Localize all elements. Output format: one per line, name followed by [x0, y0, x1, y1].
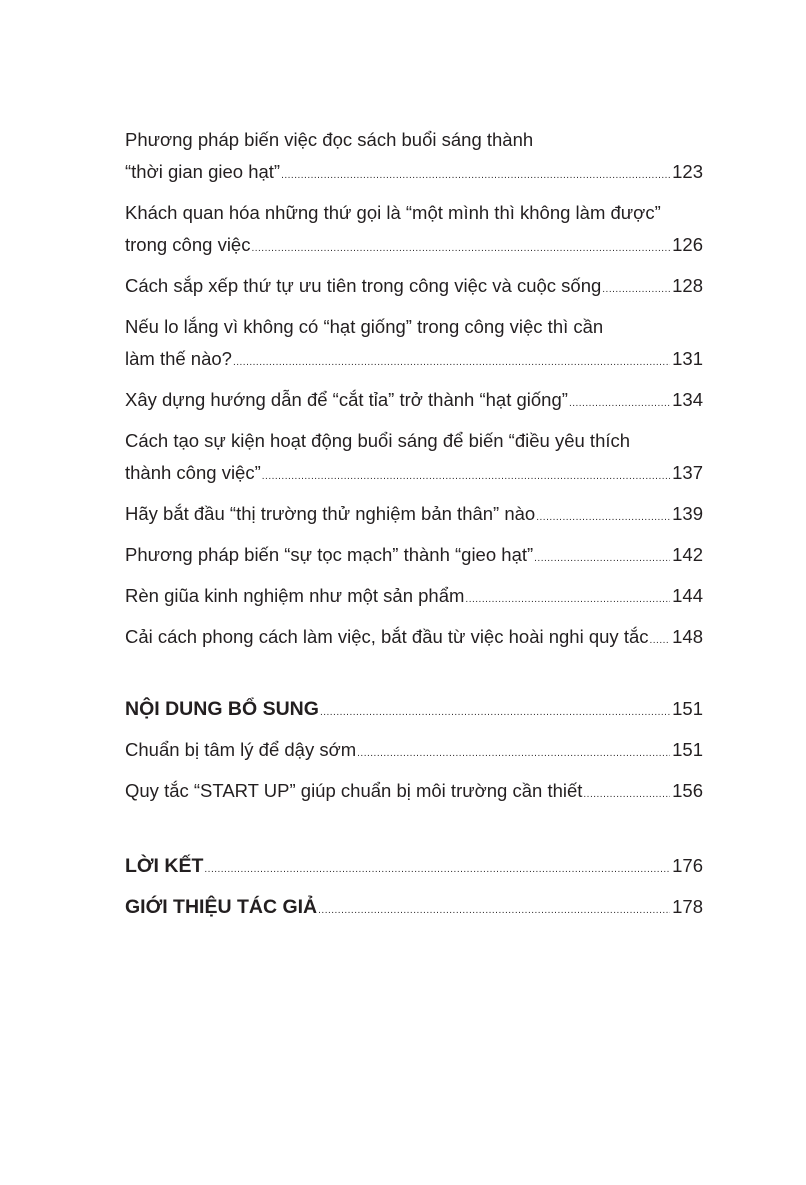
- toc-entry[interactable]: [125, 425, 703, 489]
- toc-entry-page: 148: [672, 626, 703, 647]
- toc-section-heading[interactable]: [125, 693, 703, 725]
- dot-leader: [650, 635, 671, 647]
- toc-entry-title-line1: Cách tạo sự kiện hoạt động buổi sáng để biến “điều yêu thích: [125, 430, 631, 451]
- dot-leader: [536, 512, 670, 524]
- toc-entry[interactable]: [125, 197, 703, 261]
- toc-entry-page: 139: [672, 503, 703, 524]
- toc-entry-page: 151: [672, 698, 703, 719]
- toc-entry-leader-line: [125, 229, 703, 261]
- toc-entry-leader-line: [125, 775, 703, 807]
- dot-leader: [318, 905, 670, 917]
- toc-entry-leader-line: [125, 621, 703, 653]
- dot-leader: [251, 243, 670, 255]
- dot-leader: [320, 707, 670, 719]
- toc-entry-title: Phương pháp biến “sự tọc mạch” thành “gieo hạt”: [125, 544, 534, 565]
- toc-entry-leader-line: [125, 891, 703, 923]
- closing-section: [125, 850, 703, 923]
- toc-entry-title-line1: Khách quan hóa những thứ gọi là “một mình thì không làm được”: [125, 202, 661, 223]
- dot-leader: [569, 398, 670, 410]
- toc-entry[interactable]: [125, 498, 703, 530]
- dot-leader: [281, 170, 670, 182]
- toc-entry-leader-line: [125, 156, 703, 188]
- toc-entry-title: “thời gian gieo hạt”: [125, 161, 281, 182]
- toc-entry-page: 134: [672, 389, 703, 410]
- toc-entry-leader-line: [125, 457, 703, 489]
- toc-entry-leader-line: [125, 539, 703, 571]
- toc-entry-leader-line: [125, 734, 703, 766]
- dot-leader: [583, 789, 670, 801]
- toc-entry-title: Xây dựng hướng dẫn để “cắt tỉa” trở thành “hạt giống”: [125, 389, 568, 410]
- dot-leader: [357, 748, 670, 760]
- dot-leader: [465, 594, 670, 606]
- dot-leader: [233, 357, 670, 369]
- supplement-section: [125, 693, 703, 807]
- toc-entry[interactable]: [125, 384, 703, 416]
- toc-entry-leader-line: [125, 850, 703, 882]
- dot-leader: [534, 553, 670, 565]
- toc-entry-page: 156: [672, 780, 703, 801]
- toc-entry-page: 123: [672, 161, 703, 182]
- toc-entry-leader-line: [125, 343, 703, 375]
- toc-entry-page: 137: [672, 462, 703, 483]
- toc-entry-title: thành công việc”: [125, 462, 261, 483]
- toc-entry[interactable]: [125, 775, 703, 807]
- toc-section-heading[interactable]: [125, 850, 703, 882]
- toc-entry-title: Rèn giũa kinh nghiệm như một sản phẩm: [125, 585, 465, 606]
- toc-entry[interactable]: [125, 270, 703, 302]
- toc-entry-title-line1: Phương pháp biến việc đọc sách buổi sáng thành: [125, 129, 534, 150]
- toc-entry[interactable]: [125, 124, 703, 188]
- table-of-contents: [125, 124, 703, 932]
- toc-entry-title: Chuẩn bị tâm lý để dậy sớm: [125, 739, 357, 760]
- section-heading-title: NỘI DUNG BỔ SUNG: [125, 698, 319, 720]
- toc-entry-title: Quy tắc “START UP” giúp chuẩn bị môi trường cần thiết: [125, 780, 583, 801]
- dot-leader: [602, 284, 670, 296]
- section-heading-title: GIỚI THIỆU TÁC GIẢ: [125, 896, 318, 918]
- toc-entry-leader-line: [125, 498, 703, 530]
- toc-entry[interactable]: [125, 621, 703, 653]
- toc-entry-page: 142: [672, 544, 703, 565]
- toc-entry-title-line1: Nếu lo lắng vì không có “hạt giống” trong công việc thì cần: [125, 316, 604, 337]
- toc-entry-title: trong công việc: [125, 234, 251, 255]
- dot-leader: [262, 471, 670, 483]
- toc-entry-page: 144: [672, 585, 703, 606]
- toc-entry-title: Hãy bắt đầu “thị trường thử nghiệm bản thân” nào: [125, 503, 536, 524]
- toc-entry[interactable]: [125, 580, 703, 612]
- toc-entry-page: 176: [672, 855, 703, 876]
- toc-entry-page: 128: [672, 275, 703, 296]
- toc-entry[interactable]: [125, 539, 703, 571]
- toc-entry[interactable]: [125, 734, 703, 766]
- toc-entry[interactable]: [125, 311, 703, 375]
- toc-entry-page: 131: [672, 348, 703, 369]
- toc-section-heading[interactable]: [125, 891, 703, 923]
- dot-leader: [204, 864, 670, 876]
- toc-entry-page: 178: [672, 896, 703, 917]
- toc-entry-title: Cải cách phong cách làm việc, bắt đầu từ việc hoài nghi quy tắc: [125, 626, 649, 647]
- toc-entry-leader-line: [125, 270, 703, 302]
- toc-entry-leader-line: [125, 693, 703, 725]
- toc-entry-leader-line: [125, 580, 703, 612]
- section-heading-title: LỜI KẾT: [125, 855, 204, 877]
- toc-entry-title: làm thế nào?: [125, 348, 232, 369]
- toc-entry-page: 151: [672, 739, 703, 760]
- toc-entry-page: 126: [672, 234, 703, 255]
- toc-entry-title: Cách sắp xếp thứ tự ưu tiên trong công việc và cuộc sống: [125, 275, 602, 296]
- toc-entry-leader-line: [125, 384, 703, 416]
